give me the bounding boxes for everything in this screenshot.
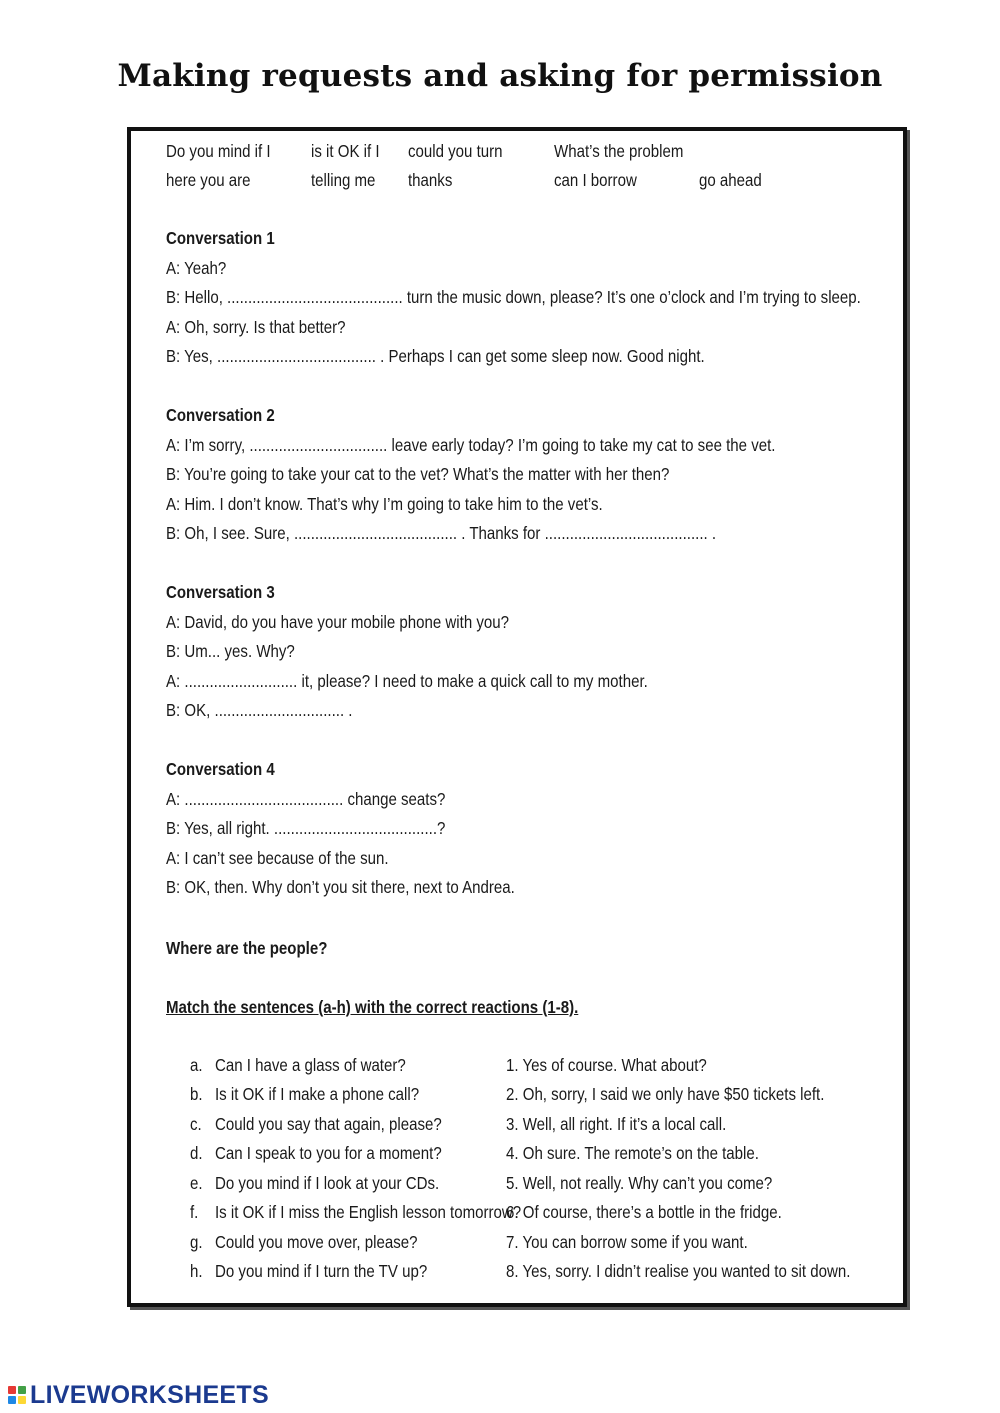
dialogue-line: B: OK, then. Why don’t you sit there, next to Andrea. (166, 877, 515, 897)
sentence-letter: d. (190, 1143, 203, 1163)
sentence-letter: a. (190, 1055, 203, 1075)
dialogue-line: B: Um... yes. Why? (166, 641, 295, 661)
dialogue-line: A: Oh, sorry. Is that better? (166, 317, 346, 337)
dialogue-line: B: Yes, ...................................... . Perhaps I can get some sleep now. Good night. (166, 346, 705, 366)
reaction-item: 4. Oh sure. The remote’s on the table. (506, 1143, 759, 1163)
dialogue-line: A: David, do you have your mobile phone with you? (166, 612, 510, 632)
reaction-item: 6. Of course, there’s a bottle in the fridge. (506, 1202, 782, 1222)
sentence-letter: e. (190, 1173, 203, 1193)
word-bank-item: Do you mind if I (166, 141, 271, 161)
dialogue-line: B: You’re going to take your cat to the vet? What’s the matter with her then? (166, 464, 670, 484)
dialogue-line: A: I can’t see because of the sun. (166, 848, 389, 868)
liveworksheets-logo[interactable] (8, 1381, 269, 1409)
conversation-heading: Conversation 4 (166, 759, 275, 779)
sentence-text: Can I speak to you for a moment? (215, 1143, 442, 1163)
dialogue-line: A: Yeah? (166, 258, 227, 278)
reaction-item: 2. Oh, sorry, I said we only have $50 tickets left. (506, 1084, 825, 1104)
logo-square (18, 1386, 26, 1394)
word-bank-item: is it OK if I (311, 141, 380, 161)
reaction-item: 1. Yes of course. What about? (506, 1055, 707, 1075)
logo-square (8, 1396, 16, 1404)
reaction-item: 8. Yes, sorry. I didn’t realise you wanted to sit down. (506, 1261, 851, 1281)
conversation-heading: Conversation 2 (166, 405, 275, 425)
page-title: Making requests and asking for permission (117, 58, 883, 94)
reaction-item: 7. You can borrow some if you want. (506, 1232, 748, 1252)
dialogue-line: B: Oh, I see. Sure, ....................................... . Thanks for ....................................... . (166, 523, 717, 543)
sentence-text: Could you say that again, please? (215, 1114, 442, 1134)
conversation-heading: Conversation 1 (166, 228, 275, 248)
logo-grid-icon (8, 1386, 26, 1404)
reaction-item: 3. Well, all right. If it’s a local call. (506, 1114, 727, 1134)
sentence-text: Do you mind if I turn the TV up? (215, 1261, 428, 1281)
word-bank-item: telling me (311, 170, 376, 190)
dialogue-line: A: Him. I don’t know. That’s why I’m going to take him to the vet’s. (166, 494, 603, 514)
sentence-text: Can I have a glass of water? (215, 1055, 406, 1075)
sentence-letter: b. (190, 1084, 203, 1104)
word-bank-item: can I borrow (554, 170, 637, 190)
sentence-text: Do you mind if I look at your CDs. (215, 1173, 440, 1193)
sentence-text: Is it OK if I make a phone call? (215, 1084, 420, 1104)
word-bank-item: here you are (166, 170, 251, 190)
logo-text: LIVEWORKSHEETS (30, 1380, 269, 1409)
word-bank-item: could you turn (408, 141, 503, 161)
conversation-heading: Conversation 3 (166, 582, 275, 602)
dialogue-line: A: ........................... it, please? I need to make a quick call to my mother. (166, 671, 648, 691)
sentence-letter: h. (190, 1261, 203, 1281)
dialogue-line: B: Yes, all right. .......................................? (166, 818, 446, 838)
dialogue-line: A: ...................................... change seats? (166, 789, 446, 809)
dialogue-line: A: I’m sorry, ................................. leave early today? I’m going to take my cat to see the vet. (166, 435, 776, 455)
logo-square (18, 1396, 26, 1404)
sentence-letter: g. (190, 1232, 203, 1252)
sentence-letter: c. (190, 1114, 202, 1134)
sentence-text: Is it OK if I miss the English lesson tomorrow? (215, 1202, 522, 1222)
dialogue-line: B: OK, ............................... . (166, 700, 353, 720)
word-bank-item: What’s the problem (554, 141, 684, 161)
word-bank-item: thanks (408, 170, 453, 190)
match-instruction: Match the sentences (a-h) with the correct reactions (1-8). (166, 997, 579, 1017)
sentence-text: Could you move over, please? (215, 1232, 418, 1252)
word-bank-item: go ahead (699, 170, 762, 190)
where-question: Where are the people? (166, 938, 328, 958)
logo-square (8, 1386, 16, 1394)
sentence-letter: f. (190, 1202, 199, 1222)
reaction-item: 5. Well, not really. Why can’t you come? (506, 1173, 773, 1193)
dialogue-line: B: Hello, .......................................... turn the music down, please? It’s one o’clock and I’m trying to sleep. (166, 287, 861, 307)
